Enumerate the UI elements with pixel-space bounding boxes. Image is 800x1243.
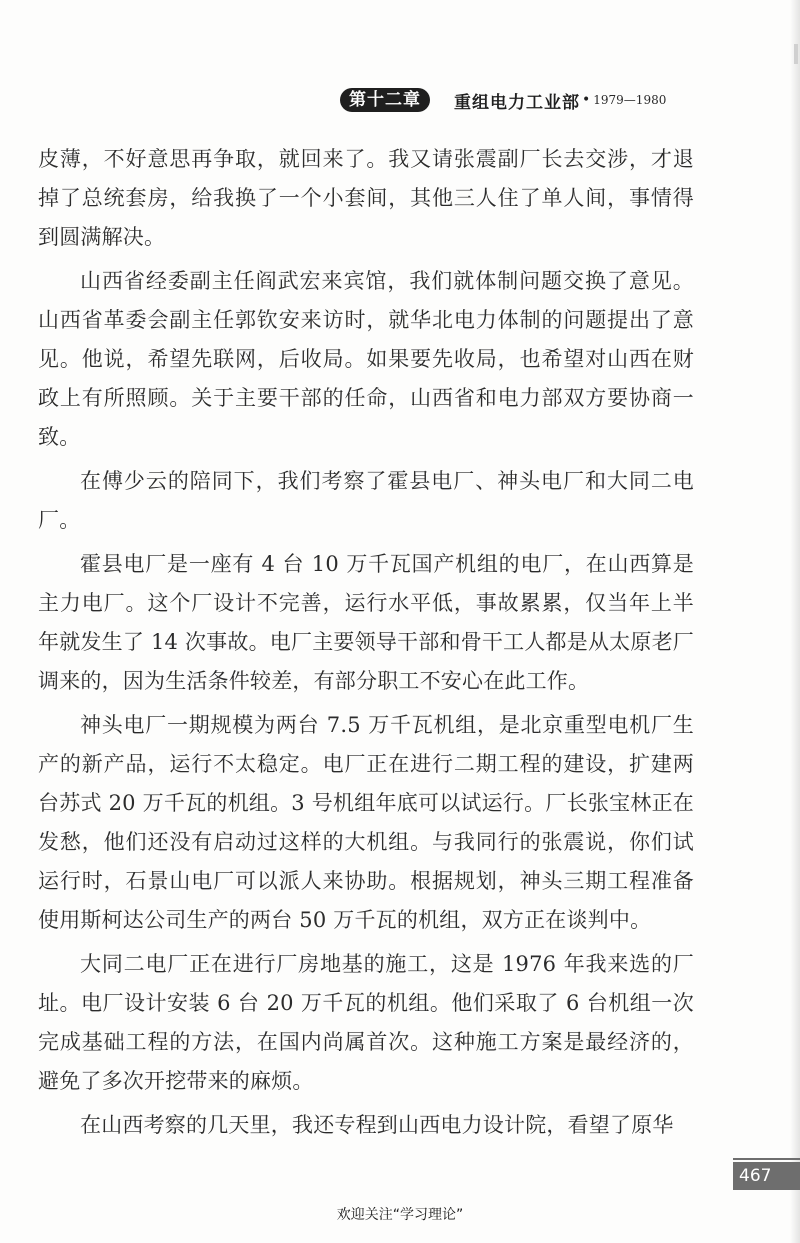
page-edge-shading <box>790 0 800 1243</box>
paragraph: 霍县电厂是一座有 4 台 10 万千瓦国产机组的电厂，在山西算是主力电厂。这个厂设计不完善，运行水平低，事故累累，仅当年上半年就发生了 14 次事故。电厂主要领导干部和骨干工人都是从太原老厂调来的，因为生活条件较差，有部分职工不安心在此工作。 <box>38 552 694 693</box>
paragraph: 在傅少云的陪同下，我们考察了霍县电厂、神头电厂和大同二电厂。 <box>38 469 694 532</box>
header-separator-dot: • <box>582 92 591 108</box>
footer-note: 欢迎关注“学习理论” <box>336 1207 464 1223</box>
paragraph: 神头电厂一期规模为两台 7.5 万千瓦机组，是北京重型电机厂生产的新产品，运行不太稳定。电厂正在进行二期工程的建设，扩建两台苏式 20 万千瓦的机组。3 号机组年底可以试运行。厂长张宝林正在发愁，他们还没有启动过这样的大机组。与我同行的张震说，你们试运行时，石景山电厂可以派人来协助。根据规划，神头三期工程准备使用斯柯达公司生产的两台 50 万千瓦的机组，双方正在谈判中。 <box>38 713 694 932</box>
chapter-years: 1979—1980 <box>593 93 667 107</box>
paragraph-continued: 皮薄，不好意思再争取，就回来了。我又请张震副厂长去交涉，才退掉了总统套房，给我换了一个小套间，其他三人住了单人间，事情得到圆满解决。 <box>38 147 694 249</box>
page-corner-mark <box>794 44 798 64</box>
running-header <box>340 86 760 114</box>
page-number-rule <box>733 1158 800 1160</box>
page-number: 467 <box>733 1162 800 1190</box>
paragraph: 山西省经委副主任阎武宏来宾馆，我们就体制问题交换了意见。山西省革委会副主任郭钦安来访时，就华北电力体制的问题提出了意见。他说，希望先联网，后收局。如果要先收局，也希望对山西在财政上有所照顾。关于主要干部的任命，山西省和电力部双方要协商一致。 <box>38 269 694 449</box>
chapter-badge: 第十二章 <box>340 88 430 112</box>
paragraph: 大同二电厂正在进行厂房地基的施工，这是 1976 年我来选的厂址。电厂设计安装 6 台 20 万千瓦的机组。他们采取了 6 台机组一次完成基础工程的方法，在国内尚属首次。这种施工方案是最经济的，避免了多次开挖带来的麻烦。 <box>38 952 694 1093</box>
chapter-title: 重组电力工业部 <box>454 92 580 113</box>
paragraph: 在山西考察的几天里，我还专程到山西电力设计院，看望了原华 <box>80 1113 674 1137</box>
body-text <box>38 140 694 1145</box>
